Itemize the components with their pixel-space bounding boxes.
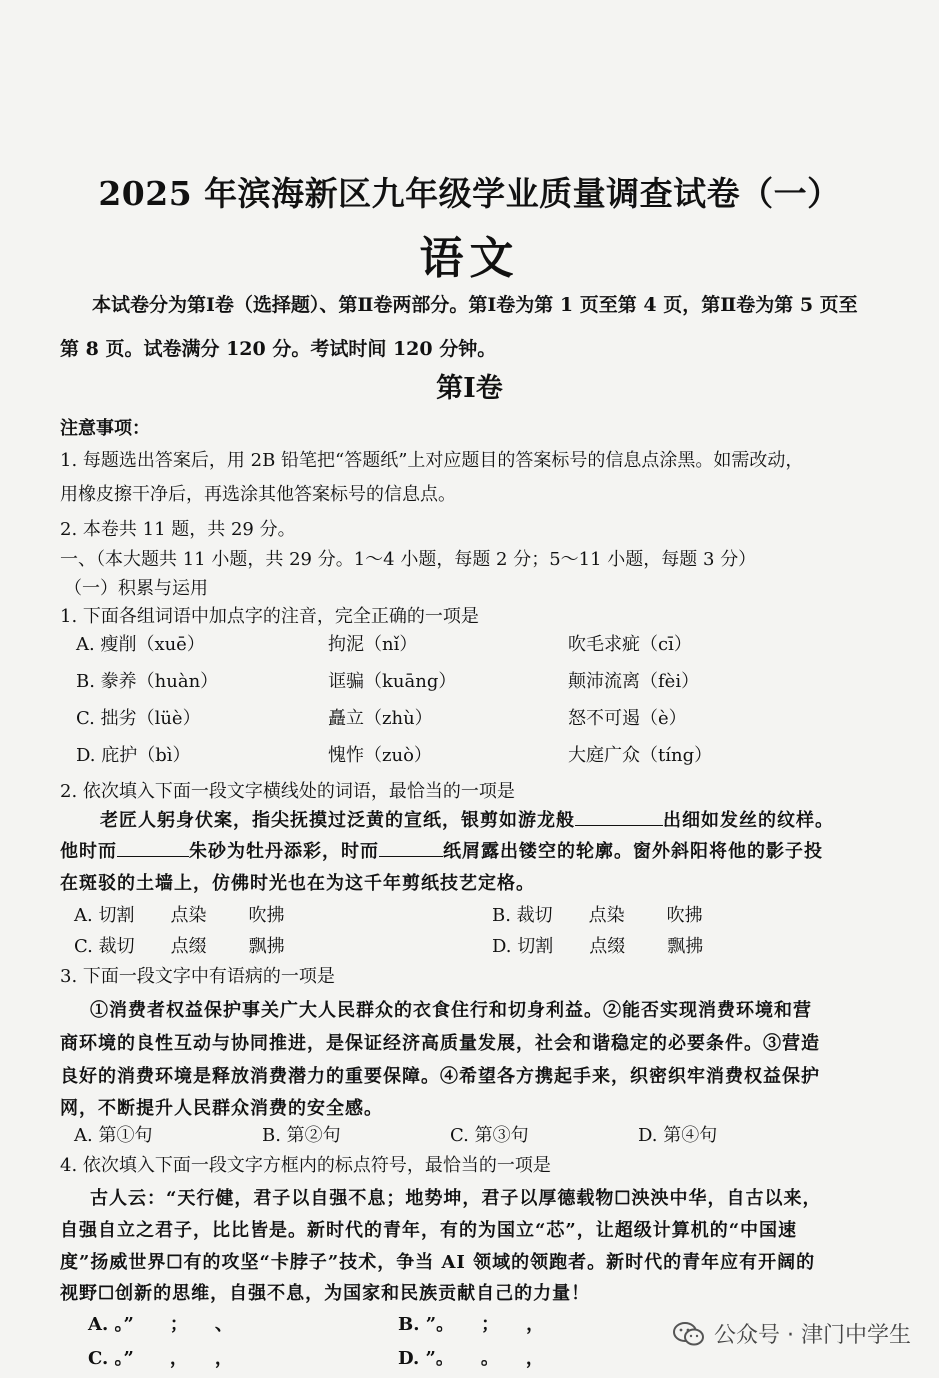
q2-option-c-3: 飘拂	[248, 936, 285, 957]
section-heading: 一、（本大题共 11 小题，共 29 分。1～4 小题，每题 2 分；5～11 小题，每题 3 分）	[60, 549, 757, 570]
q3-passage-line-1: ①消费者权益保护事关广大人民群众的衣食住行和切身利益。②能否实现消费环境和营	[90, 1000, 812, 1021]
q3-passage-line-4: 网，不断提升人民群众消费的安全感。	[60, 1098, 383, 1119]
q3-option-d: D. 第④句	[638, 1125, 718, 1146]
q1-option-c-2: 矗立（zhù）	[328, 708, 433, 729]
q1-option-c-3: 怒不可遏（è）	[568, 708, 687, 729]
q2-option-a	[74, 901, 284, 927]
q2-option-c	[74, 932, 285, 958]
intro-line-2: 第 8 页。试卷满分 120 分。考试时间 120 分钟。	[60, 338, 497, 360]
q2-passage-1b: 出细如发丝的纹样。	[663, 810, 834, 831]
q4-passage-line-3: 度”扬威世界☐有的攻坚“卡脖子”技术，争当 AI 领域的领跑者。新时代的青年应有开阔的	[60, 1252, 816, 1273]
volume-title: 第Ⅰ卷	[436, 373, 503, 404]
q2-option-d	[492, 932, 703, 958]
notes-heading: 注意事项：	[60, 418, 150, 439]
q3-passage-line-3: 良好的消费环境是释放消费潜力的重要保障。④希望各方携起手来，织密织牢消费权益保护	[60, 1066, 820, 1087]
q4-option-c: C. 。” ， ，	[88, 1348, 233, 1369]
q2-passage-1a: 老匠人躬身伏案，指尖抚摸过泛黄的宣纸，银剪如游龙般	[100, 810, 575, 831]
answer-blank	[379, 842, 443, 857]
q2-passage-line-1	[100, 806, 834, 832]
q3-stem: 3. 下面一段文字中有语病的一项是	[60, 966, 335, 987]
answer-blank	[117, 842, 189, 857]
q4-stem: 4. 依次填入下面一段文字方框内的标点符号，最恰当的一项是	[60, 1155, 551, 1176]
q2-option-a-2: 点染	[170, 905, 207, 926]
q4-option-b: B. ”。 ； ，	[398, 1314, 545, 1335]
q3-option-c: C. 第③句	[450, 1125, 529, 1146]
wechat-icon	[672, 1320, 706, 1348]
q2-option-c-1: C. 裁切	[74, 936, 135, 957]
q4-option-a: A. 。” ； 、	[88, 1314, 233, 1335]
q2-option-c-2: 点缀	[170, 936, 207, 957]
q1-option-d-1: D. 庇护（bì）	[76, 745, 191, 766]
q3-option-b: B. 第②句	[262, 1125, 341, 1146]
q2-option-d-1: D. 切割	[492, 936, 554, 957]
q2-option-d-3: 飘拂	[667, 936, 704, 957]
q2-passage-line-2	[60, 837, 823, 863]
q3-option-a: A. 第①句	[74, 1125, 153, 1146]
q1-option-c-1: C. 拙劣（lüè）	[76, 708, 201, 729]
q1-option-d-3: 大庭广众（tíng）	[568, 745, 713, 766]
q3-passage-line-2: 商环境的良性互动与协同推进，是保证经济高质量发展，社会和谐稳定的必要条件。③营造	[60, 1033, 820, 1054]
q2-option-b-1: B. 裁切	[492, 905, 553, 926]
q1-option-a-1: A. 瘦削（xuē）	[76, 634, 205, 655]
q1-option-a-2: 拘泥（nǐ）	[328, 634, 418, 655]
q2-passage-2a: 他时而	[60, 841, 117, 862]
section-sub: （一）积累与运用	[64, 578, 208, 599]
q4-passage-line-1: 古人云：“天行健，君子以自强不息；地势坤，君子以厚德载物☐泱泱中华，自古以来，	[90, 1188, 822, 1209]
q2-passage-line-3: 在斑驳的土墙上，仿佛时光也在为这千年剪纸技艺定格。	[60, 873, 535, 894]
q2-option-d-2: 点缀	[589, 936, 626, 957]
q1-option-b-3: 颠沛流离（fèi）	[568, 671, 700, 692]
q2-passage-2b: 朱砂为牡丹添彩，时而	[189, 841, 379, 862]
q2-option-a-3: 吹拂	[248, 905, 285, 926]
q4-passage-line-4: 视野☐创新的思维，自强不息，为国家和民族贡献自己的力量！	[60, 1283, 591, 1304]
note-item-2: 2. 本卷共 11 题，共 29 分。	[60, 519, 296, 540]
watermark-text: 公众号 · 津门中学生	[714, 1323, 911, 1348]
q2-passage-2c: 纸屑露出镂空的轮廓。窗外斜阳将他的影子投	[443, 841, 823, 862]
exam-title: 2025 年滨海新区九年级学业质量调查试卷（一）	[98, 174, 841, 213]
q2-stem: 2. 依次填入下面一段文字横线处的词语，最恰当的一项是	[60, 781, 515, 802]
intro-line-1: 本试卷分为第Ⅰ卷（选择题）、第Ⅱ卷两部分。第Ⅰ卷为第 1 页至第 4 页，第Ⅱ卷为第 5 页至	[92, 294, 858, 316]
q1-option-b-2: 诓骗（kuāng）	[328, 671, 457, 692]
q2-option-b-2: 点染	[588, 905, 625, 926]
watermark	[672, 1318, 911, 1349]
q4-passage-line-2: 自强自立之君子，比比皆是。新时代的青年，有的为国立“芯”，让超级计算机的“中国速	[60, 1220, 798, 1241]
q1-stem: 1. 下面各组词语中加点字的注音，完全正确的一项是	[60, 606, 479, 627]
q2-option-b-3: 吹拂	[666, 905, 703, 926]
note-item-1b: 用橡皮擦干净后，再选涂其他答案标号的信息点。	[60, 484, 456, 505]
q1-option-d-2: 愧怍（zuò）	[328, 745, 432, 766]
note-item-1a: 1. 每题选出答案后，用 2B 铅笔把“答题纸”上对应题目的答案标号的信息点涂黑。如需改动，	[60, 450, 804, 471]
q2-option-a-1: A. 切割	[74, 905, 135, 926]
answer-blank	[575, 811, 663, 826]
subject-title: 语文	[419, 233, 520, 284]
q4-option-d: D. ”。 。 ，	[398, 1348, 544, 1369]
q1-option-a-3: 吹毛求疵（cī）	[568, 634, 692, 655]
q2-option-b	[492, 901, 703, 927]
q1-option-b-1: B. 豢养（huàn）	[76, 671, 219, 692]
